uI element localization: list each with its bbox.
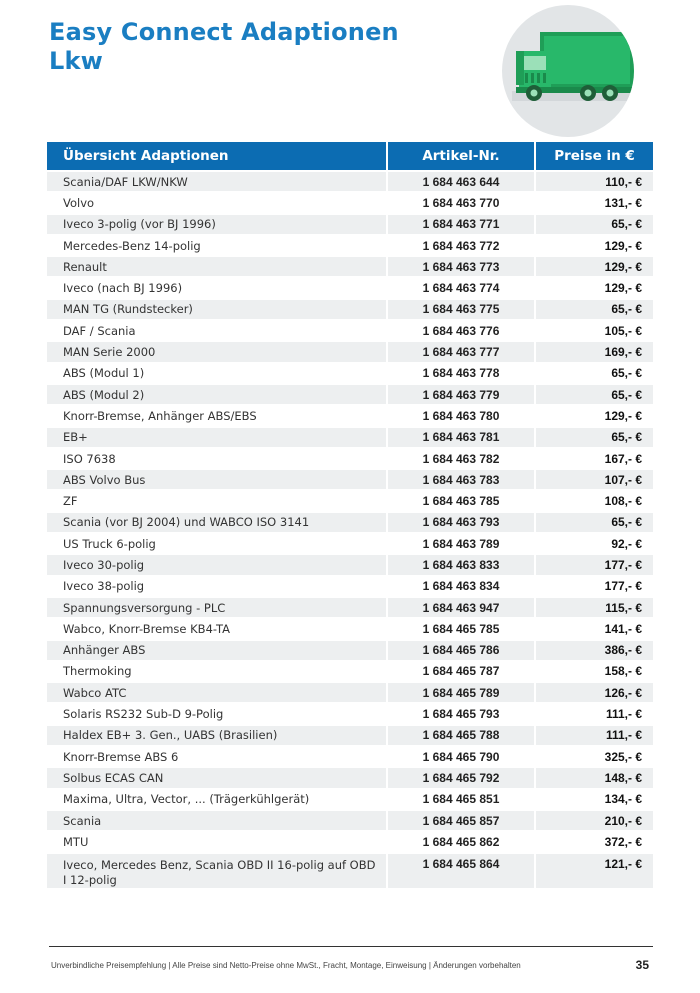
- page-number: 35: [635, 958, 649, 972]
- table-row: [47, 511, 653, 532]
- table-row: [47, 681, 653, 702]
- page-title: [49, 18, 399, 76]
- table-row: [47, 617, 653, 638]
- row-article: 1 684 463 776: [388, 319, 536, 340]
- row-article: 1 684 465 788: [388, 724, 536, 745]
- row-article: 1 684 463 644: [388, 170, 536, 191]
- row-name: Wabco, Knorr-Bremse KB4-TA: [47, 617, 388, 638]
- row-article: 1 684 463 783: [388, 468, 536, 489]
- row-article: 1 684 463 773: [388, 255, 536, 276]
- row-article: 1 684 463 772: [388, 234, 536, 255]
- row-price: 65,- €: [536, 213, 653, 234]
- row-article: 1 684 463 777: [388, 340, 536, 361]
- table-row: [47, 745, 653, 766]
- row-name: Scania/DAF LKW/NKW: [47, 170, 388, 191]
- table-row: [47, 383, 653, 404]
- table-row: [47, 340, 653, 361]
- header-price: Preise in €: [536, 142, 653, 170]
- row-price: 372,- €: [536, 830, 653, 851]
- table-row: [47, 319, 653, 340]
- table-row: [47, 404, 653, 425]
- row-name: Volvo: [47, 191, 388, 212]
- row-article: 1 684 463 947: [388, 596, 536, 617]
- row-article: 1 684 465 857: [388, 809, 536, 830]
- price-table: [47, 142, 653, 888]
- row-name: Iveco, Mercedes Benz, Scania OBD II 16-polig auf OBD I 12-polig: [47, 852, 388, 888]
- header-overview: Übersicht Adaptionen: [47, 142, 388, 170]
- row-article: 1 684 463 781: [388, 426, 536, 447]
- table-row: [47, 575, 653, 596]
- row-price: 167,- €: [536, 447, 653, 468]
- row-article: 1 684 465 792: [388, 766, 536, 787]
- table-row: [47, 639, 653, 660]
- row-name: Mercedes-Benz 14-polig: [47, 234, 388, 255]
- row-price: 65,- €: [536, 426, 653, 447]
- row-price: 131,- €: [536, 191, 653, 212]
- row-article: 1 684 463 778: [388, 362, 536, 383]
- table-row: [47, 255, 653, 276]
- row-price: 177,- €: [536, 575, 653, 596]
- row-name: ZF: [47, 489, 388, 510]
- row-price: 110,- €: [536, 170, 653, 191]
- row-article: 1 684 465 851: [388, 788, 536, 809]
- row-name: Anhänger ABS: [47, 639, 388, 660]
- row-price: 325,- €: [536, 745, 653, 766]
- row-price: 177,- €: [536, 553, 653, 574]
- row-article: 1 684 463 770: [388, 191, 536, 212]
- footer-disclaimer: Unverbindliche Preisempfehlung | Alle Preise sind Netto-Preise ohne MwSt., Fracht, Montage, Einweisung | Änderungen vorbehalten: [51, 961, 521, 970]
- row-article: 1 684 465 787: [388, 660, 536, 681]
- row-price: 111,- €: [536, 702, 653, 723]
- row-name: MAN Serie 2000: [47, 340, 388, 361]
- table-row: [47, 234, 653, 255]
- row-name: Maxima, Ultra, Vector, ... (Trägerkühlgerät): [47, 788, 388, 809]
- truck-illustration: [502, 5, 634, 137]
- table-row: [47, 489, 653, 510]
- title-line-1: Easy Connect Adaptionen: [49, 18, 399, 46]
- row-price: 121,- €: [536, 852, 653, 888]
- row-name: ABS (Modul 2): [47, 383, 388, 404]
- row-name: Iveco 38-polig: [47, 575, 388, 596]
- row-article: 1 684 465 789: [388, 681, 536, 702]
- table-row: [47, 532, 653, 553]
- row-price: 210,- €: [536, 809, 653, 830]
- row-name: ISO 7638: [47, 447, 388, 468]
- row-article: 1 684 465 793: [388, 702, 536, 723]
- row-name: Knorr-Bremse, Anhänger ABS/EBS: [47, 404, 388, 425]
- row-name: DAF / Scania: [47, 319, 388, 340]
- price-table-container: [47, 142, 653, 888]
- row-article: 1 684 465 864: [388, 852, 536, 888]
- title-line-2: Lkw: [49, 47, 104, 75]
- row-name: Haldex EB+ 3. Gen., UABS (Brasilien): [47, 724, 388, 745]
- table-row: [47, 213, 653, 234]
- table-row: [47, 702, 653, 723]
- row-name: ABS (Modul 1): [47, 362, 388, 383]
- row-article: 1 684 463 780: [388, 404, 536, 425]
- truck-icon: [502, 5, 634, 137]
- table-row: [47, 766, 653, 787]
- row-name: Iveco 3-polig (vor BJ 1996): [47, 213, 388, 234]
- row-name: Solaris RS232 Sub-D 9-Polig: [47, 702, 388, 723]
- table-row: [47, 830, 653, 851]
- row-name: Thermoking: [47, 660, 388, 681]
- row-price: 126,- €: [536, 681, 653, 702]
- row-price: 108,- €: [536, 489, 653, 510]
- row-price: 115,- €: [536, 596, 653, 617]
- row-article: 1 684 463 785: [388, 489, 536, 510]
- row-price: 169,- €: [536, 340, 653, 361]
- row-name: MAN TG (Rundstecker): [47, 298, 388, 319]
- header-article-number: Artikel-Nr.: [388, 142, 536, 170]
- row-article: 1 684 465 785: [388, 617, 536, 638]
- row-article: 1 684 463 771: [388, 213, 536, 234]
- row-price: 92,- €: [536, 532, 653, 553]
- row-article: 1 684 463 779: [388, 383, 536, 404]
- row-article: 1 684 463 774: [388, 276, 536, 297]
- row-article: 1 684 465 790: [388, 745, 536, 766]
- table-row: [47, 468, 653, 489]
- table-row: [47, 426, 653, 447]
- row-price: 386,- €: [536, 639, 653, 660]
- table-row: [47, 660, 653, 681]
- row-name: Renault: [47, 255, 388, 276]
- row-article: 1 684 463 789: [388, 532, 536, 553]
- row-name: ABS Volvo Bus: [47, 468, 388, 489]
- row-name: Spannungsversorgung - PLC: [47, 596, 388, 617]
- row-article: 1 684 463 834: [388, 575, 536, 596]
- row-name: Scania (vor BJ 2004) und WABCO ISO 3141: [47, 511, 388, 532]
- row-price: 65,- €: [536, 362, 653, 383]
- row-name: MTU: [47, 830, 388, 851]
- row-article: 1 684 463 793: [388, 511, 536, 532]
- row-price: 111,- €: [536, 724, 653, 745]
- row-name: Iveco (nach BJ 1996): [47, 276, 388, 297]
- row-price: 129,- €: [536, 234, 653, 255]
- row-price: 134,- €: [536, 788, 653, 809]
- row-article: 1 684 463 782: [388, 447, 536, 468]
- table-row: [47, 298, 653, 319]
- table-row: [47, 852, 653, 888]
- table-row: [47, 447, 653, 468]
- row-price: 158,- €: [536, 660, 653, 681]
- table-row: [47, 276, 653, 297]
- footer-divider: [49, 946, 653, 947]
- row-price: 129,- €: [536, 255, 653, 276]
- table-row: [47, 362, 653, 383]
- row-name: Solbus ECAS CAN: [47, 766, 388, 787]
- row-name: Scania: [47, 809, 388, 830]
- row-article: 1 684 465 862: [388, 830, 536, 851]
- row-name: Wabco ATC: [47, 681, 388, 702]
- table-row: [47, 553, 653, 574]
- row-article: 1 684 463 775: [388, 298, 536, 319]
- row-article: 1 684 463 833: [388, 553, 536, 574]
- row-price: 141,- €: [536, 617, 653, 638]
- row-price: 105,- €: [536, 319, 653, 340]
- table-row: [47, 724, 653, 745]
- row-name: EB+: [47, 426, 388, 447]
- table-header-row: [47, 142, 653, 170]
- row-article: 1 684 465 786: [388, 639, 536, 660]
- row-price: 65,- €: [536, 511, 653, 532]
- row-price: 65,- €: [536, 298, 653, 319]
- row-name: Knorr-Bremse ABS 6: [47, 745, 388, 766]
- row-price: 65,- €: [536, 383, 653, 404]
- table-row: [47, 191, 653, 212]
- row-price: 129,- €: [536, 276, 653, 297]
- row-price: 107,- €: [536, 468, 653, 489]
- table-row: [47, 809, 653, 830]
- row-price: 148,- €: [536, 766, 653, 787]
- row-name: Iveco 30-polig: [47, 553, 388, 574]
- table-row: [47, 596, 653, 617]
- row-price: 129,- €: [536, 404, 653, 425]
- table-row: [47, 170, 653, 191]
- table-row: [47, 788, 653, 809]
- row-name: US Truck 6-polig: [47, 532, 388, 553]
